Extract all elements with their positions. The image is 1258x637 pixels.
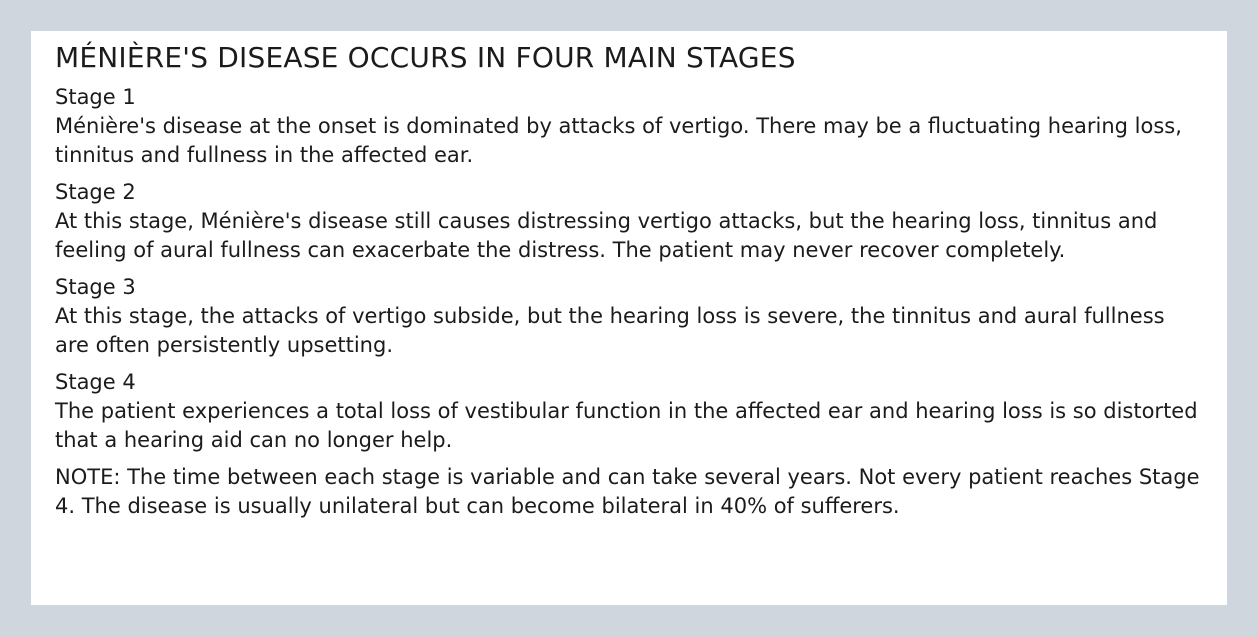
stage-3-heading: Stage 3 (55, 275, 136, 299)
note-text: NOTE: The time between each stage is variable and can take several years. Not every patient reaches Stage 4. The disease is usually unilateral but can become bilateral in 40% of sufferers. (55, 465, 1200, 518)
stage-2-section (55, 178, 1203, 265)
info-panel (31, 31, 1227, 605)
stage-1-section (55, 83, 1203, 170)
stage-4-text: The patient experiences a total loss of vestibular function in the affected ear and hearing loss is so distorted that a hearing aid can no longer help. (55, 399, 1198, 452)
panel-title: MÉNIÈRE'S DISEASE OCCURS IN FOUR MAIN STAGES (55, 41, 796, 74)
stage-3-text: At this stage, the attacks of vertigo subside, but the hearing loss is severe, the tinnitus and aural fullness are often persistently upsetting. (55, 304, 1165, 357)
stage-2-heading: Stage 2 (55, 180, 136, 204)
stage-4-heading: Stage 4 (55, 370, 136, 394)
stage-4-section (55, 368, 1203, 455)
stage-3-section (55, 273, 1203, 360)
stage-1-heading: Stage 1 (55, 85, 136, 109)
stage-1-text: Ménière's disease at the onset is dominated by attacks of vertigo. There may be a fluctuating hearing loss, tinnitus and fullness in the affected ear. (55, 114, 1182, 167)
stage-2-text: At this stage, Ménière's disease still causes distressing vertigo attacks, but the hearing loss, tinnitus and feeling of aural fullness can exacerbate the distress. The patient may never recover completely. (55, 209, 1158, 262)
